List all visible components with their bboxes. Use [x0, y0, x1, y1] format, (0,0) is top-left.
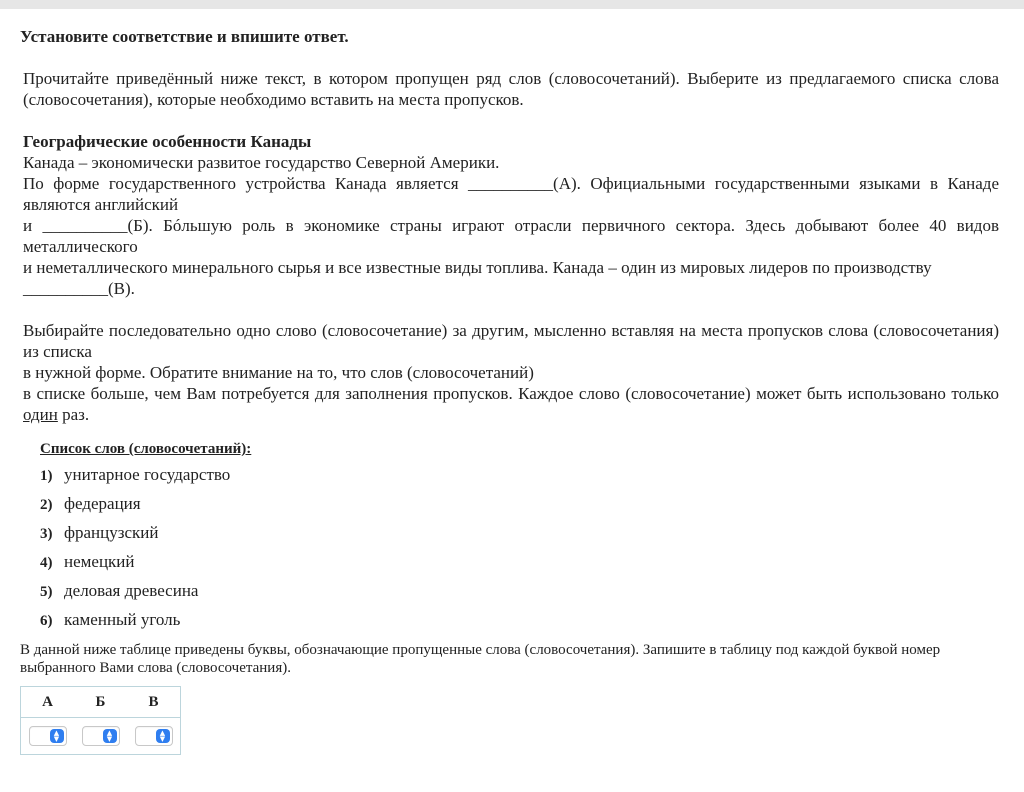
task-page — [20, 26, 1005, 755]
text-line-5: __________(В). — [23, 279, 135, 298]
task-line-3: в списке больше, чем Вам потребуется для заполнения пропусков. Каждое слово (словосочетание) может быть использовано только один раз. — [23, 384, 999, 424]
word-list-item: 5) деловая древесина — [40, 581, 199, 600]
answer-header-c: В — [127, 687, 181, 718]
answer-select-c[interactable] — [135, 726, 173, 746]
word-list-heading: Список слов (словосочетаний): — [40, 441, 252, 457]
chevron-up-down-icon: ▲ ▼ — [103, 729, 117, 743]
text-line-1: Канада – экономически развитое государство Северной Америки. — [23, 153, 500, 172]
chevron-up-down-icon: ▲ ▼ — [50, 729, 64, 743]
word-list-item: 3) французский — [40, 523, 159, 542]
instruction-title: Установите соответствие и впишите ответ. — [20, 27, 349, 46]
chevron-up-down-icon: ▲ ▼ — [156, 729, 170, 743]
top-bar — [0, 0, 1024, 9]
word-list-item: 6) каменный уголь — [40, 610, 181, 629]
table-note: В данной ниже таблице приведены буквы, обозначающие пропущенные слова (словосочетания). Запишите в таблицу под каждой буквой номер выбранного Вами слова (словосочетания). — [20, 642, 941, 676]
text-line-4: и неметаллического минерального сырья и все известные виды топлива. Канада – один из мировых лидеров по производству — [23, 258, 932, 277]
word-list-item: 4) немецкий — [40, 552, 135, 571]
blank-a: __________ — [468, 174, 554, 193]
text-title: Географические особенности Канады — [23, 132, 312, 151]
answer-table — [20, 686, 181, 755]
answer-select-b[interactable] — [82, 726, 120, 746]
word-list — [40, 465, 1005, 639]
answer-header-a: А — [21, 687, 75, 718]
underlined-word: один — [23, 405, 58, 424]
answer-header-b: Б — [74, 687, 127, 718]
blank-b: __________ — [42, 216, 128, 235]
task-line-2: в нужной форме. Обратите внимание на то, что слов (словосочетаний) — [23, 363, 534, 382]
text-line-3: и __________(Б). Бóльшую роль в экономике страны играют отрасли первичного сектора. Здесь добывают более 40 видов металлического — [23, 216, 999, 256]
word-list-item: 2) федерация — [40, 494, 141, 513]
blank-c: __________ — [23, 279, 108, 298]
text-line-2: По форме государственного устройства Канада является __________(А). Официальными государственными языками в Канаде являются английский — [23, 174, 999, 214]
task-content — [23, 68, 999, 425]
intro-text: Прочитайте приведённый ниже текст, в котором пропущен ряд слов (словосочетаний). Выберите из предлагаемого списка слова (словосочетания), которые необходимо вставить на места пропусков. — [23, 69, 999, 109]
task-line-1: Выбирайте последовательно одно слово (словосочетание) за другим, мысленно вставляя на места пропусков слова (словосочетания) из списка — [23, 321, 999, 361]
word-list-item: 1) унитарное государство — [40, 465, 231, 484]
answer-select-a[interactable] — [29, 726, 67, 746]
